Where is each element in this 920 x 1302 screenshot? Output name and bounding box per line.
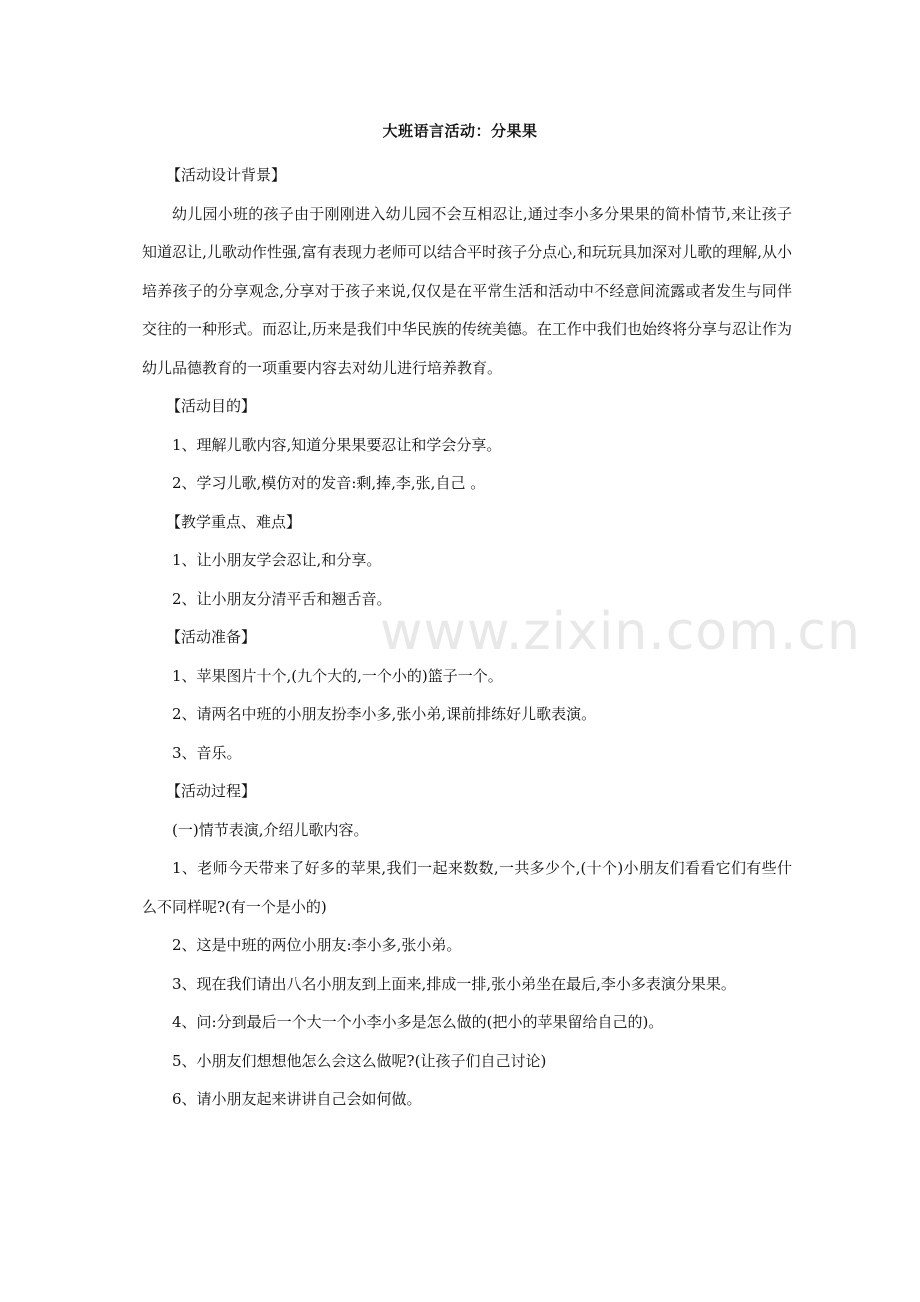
goal-item: 2、学习儿歌,模仿对的发音:剩,捧,李,张,自己 。 — [172, 474, 486, 492]
section-heading-background: 【活动设计背景】 — [166, 166, 287, 184]
process-item: 5、小朋友们想想他怎么会这么做呢?(让孩子们自己讨论) — [172, 1051, 547, 1070]
process-item: 6、请小朋友起来讲讲自己会如何做。 — [172, 1090, 422, 1108]
document-title: 大班语言活动：分果果 — [382, 122, 538, 140]
key-point-item: 2、让小朋友分清平舌和翘舌音。 — [172, 589, 392, 608]
process-item: 3、现在我们请出八名小朋友到上面来,排成一排,张小弟坐在最后,李小多表演分果果。 — [172, 974, 736, 993]
process-item: (一)情节表演,介绍儿歌内容。 — [172, 820, 369, 839]
watermark: www.zixin.com.cn — [380, 602, 861, 662]
section-heading-preparation: 【活动准备】 — [166, 628, 257, 646]
section-heading-process: 【活动过程】 — [166, 782, 257, 800]
preparation-item: 3、音乐。 — [172, 743, 242, 762]
document-body — [142, 156, 792, 1119]
process-item: 2、这是中班的两位小朋友:李小多,张小弟。 — [172, 936, 462, 954]
background-paragraph: 幼儿园小班的孩子由于刚刚进入幼儿园不会互相忍让,通过李小多分果果的简朴情节,来让孩子知道忍让,儿歌动作性强,富有表现力老师可以结合平时孩子分点心,和玩玩具加深对儿歌的理解,从小培养孩子的分享观念,分享对于孩子来说,仅仅是在平常生活和活动中不经意间流露或者发生与同伴交往的一种形式。而忍让,历来是我们中华民族的传统美德。在工作中我们也始终将分享与忍让作为幼儿品德教育的一项重要内容去对幼儿进行培养教育。 — [142, 204, 792, 377]
process-item: 1、老师今天带来了好多的苹果,我们一起来数数,一共多少个,(十个)小朋友们看看它们有些什么不同样呢?(有一个是小的) — [142, 859, 792, 916]
section-heading-goals: 【活动目的】 — [166, 397, 257, 415]
goal-item: 1、理解儿歌内容,知道分果果要忍让和学会分享。 — [172, 435, 502, 454]
preparation-item: 1、苹果图片十个,(九个大的,一个小的)篮子一个。 — [172, 666, 503, 685]
preparation-item: 2、请两名中班的小朋友扮李小多,张小弟,课前排练好儿歌表演。 — [172, 705, 597, 723]
section-heading-key-points: 【教学重点、难点】 — [166, 512, 302, 531]
process-item: 4、问:分到最后一个大一个小李小多是怎么做的(把小的苹果留给自己的)。 — [172, 1013, 664, 1031]
key-point-item: 1、让小朋友学会忍让,和分享。 — [172, 551, 382, 569]
